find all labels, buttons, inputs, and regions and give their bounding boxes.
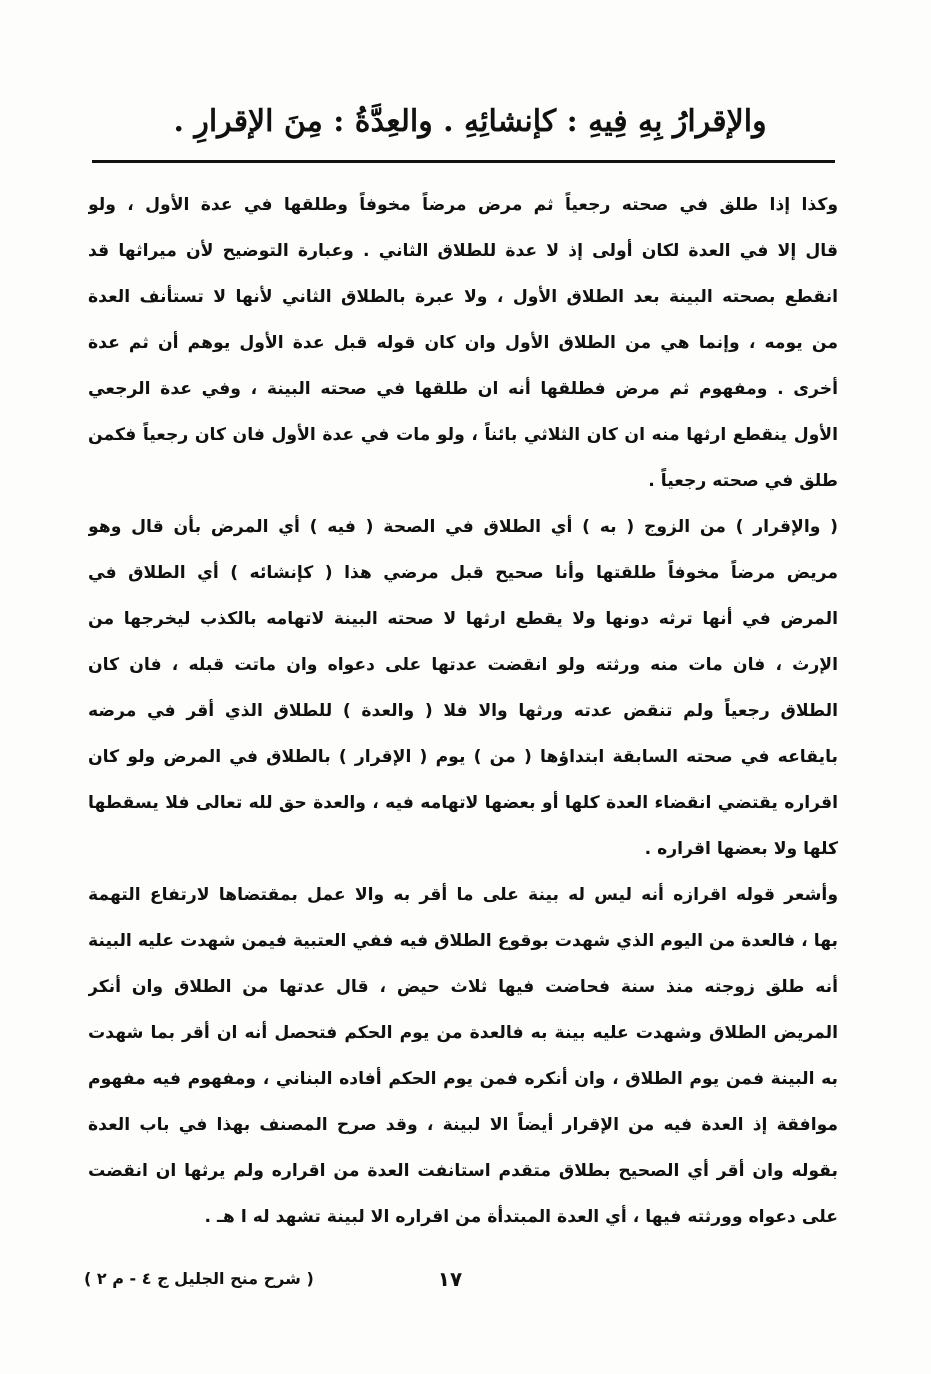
text-line: به البينة فمن يوم الطلاق ، وان أنكره فمن يوم الحكم أفاده البناني ، ومفهوم فيه مفهوم bbox=[88, 1069, 838, 1089]
text-line: بايقاعه في صحته السابقة ابتداؤها ( من ) يوم ( الإقرار ) بالطلاق في المرض ولو كان bbox=[88, 747, 838, 767]
text-line: الطلاق رجعياً ولم تنقض عدته ورثها والا فلا ( والعدة ) للطلاق الذي أقر في مرضه bbox=[88, 701, 838, 721]
text-line: الأول ينقطع ارثها منه ان كان الثلاثي بائناً ، ولو مات في عدة الأول فان كان رجعياً فكمن bbox=[88, 425, 838, 445]
header-divider bbox=[92, 160, 835, 163]
text-line: انقطع بصحته البينة بعد الطلاق الأول ، ولا عبرة بالطلاق الثاني لأنها لا تستأنف العدة bbox=[88, 287, 838, 307]
text-line: وكذا إذا طلق في صحته رجعياً ثم مرض مرضاً مخوفاً وطلقها في عدة الأول ، ولو bbox=[88, 195, 838, 215]
text-line: اقراره يقتضي انقضاء العدة كلها أو بعضها لاتهامه فيه ، والعدة حق لله تعالى فلا يسقطها bbox=[88, 793, 838, 813]
text-line: بقوله وان أقر أي الصحيح بطلاق متقدم استانفت العدة من اقراره ولم يرثها ان انقضت bbox=[88, 1161, 838, 1181]
page-number: ١٧ bbox=[437, 1267, 463, 1291]
text-line: وأشعر قوله اقرازه أنه ليس له بينة على ما أقر به والا عمل بمقتضاها لارتفاع التهمة bbox=[88, 885, 838, 905]
text-line: على دعواه وورثته فيها ، أي العدة المبتدأة من اقراره الا لبينة تشهد له ا هـ . bbox=[204, 1207, 838, 1227]
text-line: بها ، فالعدة من اليوم الذي شهدت بوقوع الطلاق فيه ففي العتبية فيمن شهدت عليه البينة bbox=[88, 931, 838, 951]
text-line: المريض الطلاق وشهدت عليه بينة به فالعدة من يوم الحكم فتحصل أنه ان أقر بما شهدت bbox=[88, 1023, 838, 1043]
text-line: ( والإقرار ) من الزوج ( به ) أي الطلاق في الصحة ( فيه ) أي المرض بأن قال وهو bbox=[88, 517, 838, 537]
text-line: قال إلا في العدة لكان أولى إذ لا عدة للطلاق الثاني . وعبارة التوضيح لأن ميراثها قد bbox=[88, 241, 838, 261]
text-line: كلها ولا بعضها اقراره . bbox=[644, 839, 838, 859]
text-line: مريض مرضاً مخوفاً طلقتها وأنا صحيح قبل مرضي هذا ( كإنشائه ) أي الطلاق في bbox=[88, 563, 838, 583]
book-reference: ( شرح منح الجليل ج ٤ - م ٢ ) bbox=[84, 1269, 314, 1288]
text-line: الإرث ، فان مات منه ورثته ولو انقضت عدتها على دعواه وان ماتت قبله ، فان كان bbox=[88, 655, 838, 675]
text-line: من يومه ، وإنما هي من الطلاق الأول وان كان قوله قبل عدة الأول يوهم أن ثم عدة bbox=[88, 333, 838, 353]
verse-header: والإقرارُ بِهِ فِيهِ : كإنشائِهِ . والعِدَّةُ : مِنَ الإقرارِ . bbox=[173, 104, 767, 139]
text-line: أخرى . ومفهوم ثم مرض فطلقها أنه ان طلقها في صحته البينة ، وفي عدة الرجعي bbox=[88, 379, 838, 399]
text-line: أنه طلق زوجته منذ سنة فحاضت فيها ثلاث حيض ، قال عدتها من الطلاق وان أنكر bbox=[88, 977, 838, 997]
commentary-body bbox=[88, 182, 838, 1242]
text-line: المرض في أنها ترثه دونها ولا يقطع ارثها لا صحته البينة لاتهامه بالكذب ليخرجها من bbox=[88, 609, 838, 629]
text-line: موافقة إذ العدة فيه من الإقرار أيضاً الا لبينة ، وقد صرح المصنف بهذا في باب العدة bbox=[88, 1115, 838, 1135]
text-line: طلق في صحته رجعياً . bbox=[648, 471, 838, 491]
